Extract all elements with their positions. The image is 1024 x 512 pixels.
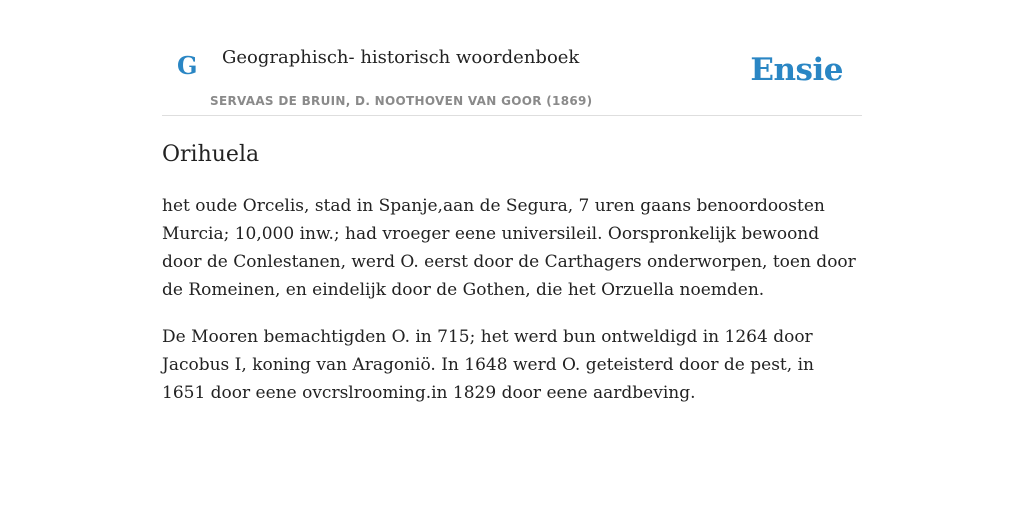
entry-body <box>162 192 862 426</box>
book-title[interactable]: Geographisch- historisch woordenboek <box>222 47 580 68</box>
entry-paragraph: De Mooren bemachtigden O. in 715; het werd bun ontweldigd in 1264 door Jacobus I, koning van Aragoniö. In 1648 werd O. geteisterd door de pest, in 1651 door eene ovcrslrooming.in 1829 door eene aardbeving. <box>162 327 814 403</box>
book-letter-icon: G <box>177 51 198 80</box>
page-container <box>162 0 862 403</box>
entry-paragraph: het oude Orcelis, stad in Spanje,aan de Segura, 7 uren gaans benoordoosten Murcia; 10,000 inw.; had vroeger eene universileil. Oorspronkelijk bewoond door de Conlestanen, werd O. eerst door de Carthagers onderworpen, toen door de Romeinen, en eindelijk door de Gothen, die het Orzuella noemden. <box>162 196 856 300</box>
entry-title: Orihuela <box>162 142 260 167</box>
book-header <box>162 0 862 116</box>
ensie-logo[interactable]: Ensie <box>750 52 843 88</box>
book-authors: SERVAAS DE BRUIN, D. NOOTHOVEN VAN GOOR (1869) <box>210 94 593 108</box>
